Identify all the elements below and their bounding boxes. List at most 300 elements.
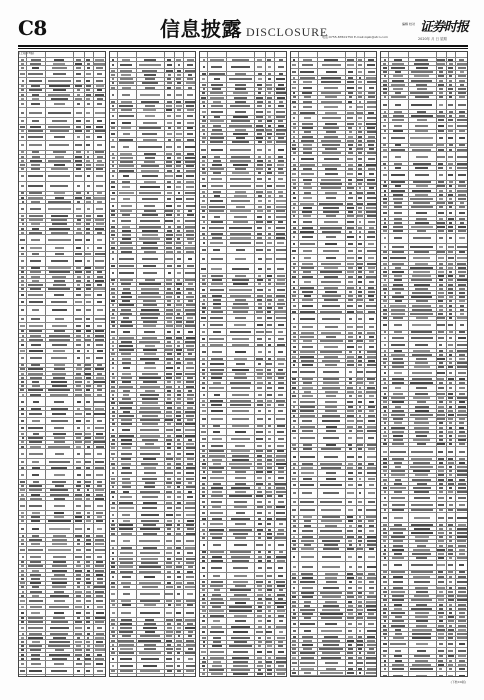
table-cell-text bbox=[449, 212, 452, 214]
table-cell-text bbox=[268, 544, 271, 546]
table-cell-text bbox=[213, 620, 220, 622]
table-cell-text bbox=[94, 413, 104, 415]
table-cell-text bbox=[201, 651, 205, 653]
table-cell-text bbox=[257, 178, 262, 180]
table-cell-text bbox=[54, 505, 65, 507]
table-cell-text bbox=[369, 318, 374, 320]
table-cell-text bbox=[358, 472, 363, 474]
table-cell-text bbox=[448, 564, 453, 566]
table-cell-text bbox=[277, 242, 284, 244]
table-cell-text bbox=[143, 272, 157, 274]
table-cell-text bbox=[29, 144, 41, 146]
table-cell-text bbox=[77, 185, 80, 187]
table-cell-text bbox=[358, 556, 361, 558]
table-cell-text bbox=[293, 456, 296, 458]
table-cell-text bbox=[140, 552, 160, 554]
table-cell-text bbox=[383, 650, 387, 652]
table-cell-text bbox=[32, 420, 40, 422]
table-cell-text bbox=[304, 257, 311, 259]
table-cell-text bbox=[293, 676, 295, 677]
table-cell-text bbox=[202, 258, 205, 260]
table-cell-text bbox=[76, 461, 81, 463]
table-cell-text bbox=[213, 249, 220, 251]
table-cell-text bbox=[302, 530, 313, 532]
table-cell-text bbox=[75, 301, 81, 303]
table-cell-text bbox=[202, 673, 205, 675]
table-cell-text bbox=[448, 125, 454, 127]
table-cell-text bbox=[302, 566, 313, 568]
table-cell-text bbox=[278, 331, 283, 333]
table-cell-text bbox=[278, 501, 284, 503]
table-cell-text bbox=[50, 185, 68, 187]
table-cell-text bbox=[276, 249, 286, 251]
masthead bbox=[18, 16, 468, 46]
table-cell-text bbox=[236, 512, 245, 514]
table-cell-text bbox=[176, 676, 181, 677]
table-cell-text bbox=[212, 438, 222, 440]
table-cell-text bbox=[214, 78, 220, 80]
table-cell-text bbox=[348, 662, 353, 664]
table-cell-text bbox=[51, 670, 67, 672]
table-cell-text bbox=[30, 357, 42, 359]
table-cell-text bbox=[366, 662, 376, 664]
table-cell-text bbox=[48, 549, 70, 551]
table-cell-text bbox=[300, 371, 315, 373]
table-cell-text bbox=[448, 104, 454, 106]
table-cell-text bbox=[278, 149, 284, 151]
table-cell-text bbox=[76, 120, 82, 122]
table-cell-text bbox=[123, 331, 130, 333]
table-cell-text bbox=[202, 363, 205, 365]
table-cell-text bbox=[76, 80, 81, 82]
table-cell-text bbox=[28, 427, 43, 429]
table-cell-text bbox=[347, 158, 353, 160]
table-cell-text bbox=[185, 272, 195, 274]
table-cell-text bbox=[458, 104, 467, 106]
table-cell-text bbox=[258, 523, 262, 525]
table-cell-text bbox=[383, 387, 387, 389]
table-cell-text bbox=[449, 497, 452, 499]
table-cell-text bbox=[347, 492, 354, 494]
table-cell-text bbox=[54, 600, 65, 602]
table-cell-text bbox=[167, 331, 171, 333]
table-cell-text bbox=[85, 461, 91, 463]
table-cell-text bbox=[394, 237, 402, 239]
table-cell-text bbox=[358, 530, 363, 532]
table-cell-text bbox=[369, 401, 374, 403]
table-cell-text bbox=[139, 540, 160, 542]
table-cell-text bbox=[144, 205, 155, 207]
table-cell-text bbox=[76, 325, 82, 327]
table-cell-text bbox=[77, 453, 81, 455]
table-cell-text bbox=[166, 658, 172, 660]
table-cell-text bbox=[85, 453, 91, 455]
table-cell-text bbox=[120, 665, 133, 667]
table-cell-text bbox=[51, 420, 68, 422]
table-cell-text bbox=[292, 371, 296, 373]
table-cell-text bbox=[97, 73, 103, 75]
table-cell-text bbox=[278, 544, 284, 546]
table-cell-text bbox=[321, 509, 340, 511]
table-cell-text bbox=[256, 111, 263, 113]
table-cell-text bbox=[413, 257, 430, 259]
table-cell-text bbox=[326, 71, 337, 73]
table-cell-text bbox=[459, 504, 464, 506]
table-cell-text bbox=[232, 338, 250, 340]
table-cell-text bbox=[358, 250, 361, 252]
table-cell-text bbox=[437, 156, 444, 158]
table-cell-text bbox=[257, 338, 262, 340]
table-cell-text bbox=[394, 517, 403, 519]
table-cell-text bbox=[268, 501, 271, 503]
table-cell-text bbox=[411, 564, 433, 566]
table-cell-text bbox=[176, 514, 181, 516]
table-cell-text bbox=[358, 623, 362, 625]
table-cell-text bbox=[21, 427, 24, 429]
table-cell-text bbox=[268, 227, 271, 229]
table-cell-text bbox=[230, 331, 251, 333]
table-cell-text bbox=[140, 94, 159, 96]
table-cell-text bbox=[258, 620, 262, 622]
table-cell-text bbox=[293, 318, 295, 320]
table-cell-text bbox=[448, 324, 453, 326]
table-cell-text bbox=[211, 268, 222, 270]
table-cell-text bbox=[186, 205, 195, 207]
table-cell-text bbox=[52, 413, 66, 415]
table-cell-text bbox=[391, 137, 406, 139]
table-cell-text bbox=[322, 566, 340, 568]
table-cell-text bbox=[138, 146, 161, 148]
table-cell-text bbox=[32, 474, 39, 476]
table-cell-text bbox=[202, 331, 205, 333]
table-cell-text bbox=[276, 111, 285, 113]
table-cell-text bbox=[234, 575, 247, 577]
table-cell-text bbox=[300, 243, 315, 245]
table-cell-text bbox=[51, 357, 67, 359]
table-cell-text bbox=[97, 144, 102, 146]
table-cell-text bbox=[176, 175, 182, 177]
table-cell-text bbox=[367, 64, 375, 66]
table-cell-text bbox=[211, 258, 223, 260]
table-cell-text bbox=[458, 650, 467, 652]
table-cell-text bbox=[29, 325, 43, 327]
table-cell-text bbox=[437, 372, 445, 374]
table-cell-text bbox=[369, 173, 374, 175]
table-cell-text bbox=[292, 64, 296, 66]
table-cell-text bbox=[324, 221, 338, 223]
table-cell-text bbox=[320, 484, 341, 486]
table-cell-text bbox=[87, 344, 90, 346]
table-cell-text bbox=[112, 220, 115, 222]
table-cell-text bbox=[302, 492, 312, 494]
table-cell-text bbox=[439, 344, 442, 346]
table-cell-text bbox=[140, 612, 160, 614]
table-cell-text bbox=[187, 496, 193, 498]
table-cell-text bbox=[75, 239, 81, 241]
table-cell-text bbox=[293, 346, 296, 348]
table-cell-text bbox=[111, 540, 115, 542]
table-cell-text bbox=[87, 528, 90, 530]
issue-date: 2020年 月 日 星期 bbox=[418, 37, 447, 41]
table-cell-text bbox=[258, 394, 263, 396]
table-cell-text bbox=[77, 357, 80, 359]
table-cell-text bbox=[176, 540, 181, 542]
table-cell-text bbox=[29, 413, 42, 415]
table-cell-text bbox=[384, 237, 387, 239]
table-cell-text bbox=[95, 427, 105, 429]
table-cell-text bbox=[97, 670, 103, 672]
table-cell-text bbox=[177, 220, 180, 222]
table-cell-text bbox=[258, 410, 261, 412]
table-cell-text bbox=[112, 576, 114, 578]
table-cell-text bbox=[322, 305, 340, 307]
table-cell-text bbox=[75, 413, 81, 415]
table-cell-text bbox=[235, 258, 246, 260]
table-cell-text bbox=[21, 247, 25, 249]
table-cell-text bbox=[348, 484, 353, 486]
table-cell-text bbox=[95, 260, 104, 262]
table-cell-text bbox=[279, 523, 283, 525]
table-cell-text bbox=[293, 221, 296, 223]
section-title-english: DISCLOSURE bbox=[246, 25, 329, 39]
table-cell-text bbox=[267, 111, 271, 113]
table-cell-text bbox=[123, 367, 130, 369]
table-cell-text bbox=[54, 103, 65, 105]
table-cell-text bbox=[325, 326, 338, 328]
table-cell-text bbox=[139, 64, 161, 66]
table-cell-text bbox=[278, 575, 283, 577]
table-cell-text bbox=[121, 472, 132, 474]
table-cell-text bbox=[277, 268, 284, 270]
table-cell-text bbox=[368, 420, 374, 422]
table-cell-text bbox=[457, 257, 468, 259]
table-cell-text bbox=[438, 212, 444, 214]
table-cell-text bbox=[300, 318, 315, 320]
table-cell-text bbox=[384, 246, 386, 248]
table-cell-text bbox=[235, 445, 245, 447]
table-cell-text bbox=[229, 78, 251, 80]
table-cell-text bbox=[293, 117, 295, 119]
table-cell-text bbox=[414, 581, 430, 583]
table-cell-text bbox=[439, 643, 443, 645]
table-cell-text bbox=[458, 337, 465, 339]
table-cell-text bbox=[256, 431, 263, 433]
table-cell-text bbox=[276, 78, 285, 80]
table-cell-text bbox=[97, 627, 102, 629]
table-column-block bbox=[18, 51, 106, 677]
table-cell-text bbox=[459, 212, 465, 214]
table-cell-text bbox=[209, 227, 224, 229]
table-cell-text bbox=[257, 289, 263, 291]
table-cell-text bbox=[268, 338, 271, 340]
table-cell-text bbox=[300, 456, 315, 458]
table-cell-text bbox=[369, 87, 374, 89]
table-cell-text bbox=[383, 137, 386, 139]
table-cell-text bbox=[202, 216, 205, 218]
table-cell-text bbox=[210, 477, 223, 479]
table-cell-text bbox=[268, 445, 271, 447]
table-cell-text bbox=[383, 324, 387, 326]
table-cell-text bbox=[48, 208, 71, 210]
table-cell-text bbox=[97, 103, 102, 105]
table-cell-text bbox=[210, 631, 224, 633]
table-cell-text bbox=[367, 250, 376, 252]
table-cell-text bbox=[212, 351, 222, 353]
table-cell-text bbox=[292, 250, 296, 252]
table-cell-text bbox=[140, 453, 160, 455]
header-rule bbox=[18, 45, 468, 47]
table-cell-text bbox=[324, 346, 337, 348]
table-cell-text bbox=[268, 78, 271, 80]
table-cell-text bbox=[457, 156, 467, 158]
table-cell-text bbox=[141, 658, 159, 660]
table-cell-text bbox=[234, 216, 248, 218]
table-cell-text bbox=[211, 501, 222, 503]
table-cell-text bbox=[111, 453, 115, 455]
table-cell-text bbox=[111, 146, 115, 148]
table-cell-text bbox=[21, 401, 24, 403]
table-cell-text bbox=[29, 301, 43, 303]
table-cell-text bbox=[203, 324, 205, 326]
table-cell-text bbox=[213, 575, 220, 577]
table-cell-text bbox=[96, 474, 104, 476]
table-cell-text bbox=[97, 453, 102, 455]
table-cell-text bbox=[76, 294, 80, 296]
table-cell-text bbox=[144, 472, 155, 474]
table-cell-text bbox=[166, 146, 172, 148]
table-cell-text bbox=[54, 427, 64, 429]
table-cell-text bbox=[202, 289, 206, 291]
table-cell-text bbox=[202, 338, 206, 340]
table-cell-text bbox=[55, 318, 64, 320]
table-cell-text bbox=[121, 453, 132, 455]
table-cell-text bbox=[368, 257, 374, 259]
table-cell-text bbox=[29, 80, 42, 82]
table-cell-text bbox=[304, 281, 310, 283]
table-cell-text bbox=[267, 575, 272, 577]
table-cell-text bbox=[167, 115, 171, 117]
table-cell-text bbox=[358, 484, 362, 486]
table-cell-text bbox=[395, 104, 402, 106]
table-cell-text bbox=[349, 566, 352, 568]
table-cell-text bbox=[210, 324, 223, 326]
table-cell-text bbox=[383, 104, 387, 106]
page-number: C8 bbox=[18, 16, 47, 40]
table-cell-text bbox=[210, 317, 223, 319]
table-cell-text bbox=[29, 670, 42, 672]
table-cell-text bbox=[28, 627, 42, 629]
table-cell-text bbox=[86, 144, 90, 146]
table-cell-text bbox=[119, 115, 134, 117]
table-cell-text bbox=[368, 71, 375, 73]
table-cell-text bbox=[210, 242, 223, 244]
table-cell-text bbox=[458, 497, 466, 499]
table-cell-text bbox=[176, 612, 181, 614]
table-cell-text bbox=[278, 66, 284, 68]
table-cell-text bbox=[367, 236, 375, 238]
table-cell-text bbox=[112, 496, 114, 498]
table-cell-text bbox=[347, 326, 353, 328]
table-cell-text bbox=[367, 676, 375, 677]
table-cell-text bbox=[31, 318, 40, 320]
table-cell-text bbox=[120, 676, 132, 677]
table-cell-text bbox=[186, 612, 194, 614]
table-cell-text bbox=[357, 106, 363, 108]
table-cell-text bbox=[383, 643, 387, 645]
table-cell-text bbox=[293, 530, 295, 532]
table-cell-text bbox=[449, 504, 453, 506]
table-cell-text bbox=[96, 185, 102, 187]
table-cell-text bbox=[278, 438, 284, 440]
table-cell-text bbox=[85, 663, 91, 665]
table-cell-text bbox=[86, 612, 90, 614]
table-cell-text bbox=[32, 309, 39, 311]
table-cell-text bbox=[21, 120, 23, 122]
table-cell-text bbox=[202, 418, 206, 420]
table-cell-text bbox=[95, 112, 105, 114]
table-cell-text bbox=[357, 420, 363, 422]
table-cell-text bbox=[202, 200, 205, 202]
table-cell-text bbox=[177, 272, 180, 274]
table-cell-text bbox=[358, 318, 362, 320]
table-cell-text bbox=[97, 301, 102, 303]
table-cell-text bbox=[391, 174, 405, 176]
table-cell-text bbox=[141, 514, 159, 516]
table-cell-text bbox=[112, 552, 114, 554]
table-cell-text bbox=[348, 250, 354, 252]
table-cell-text bbox=[267, 268, 271, 270]
table-cell-text bbox=[214, 216, 220, 218]
table-cell-text bbox=[411, 337, 433, 339]
table-cell-text bbox=[266, 363, 272, 365]
table-cell-text bbox=[21, 413, 23, 415]
table-cell-text bbox=[384, 497, 386, 499]
table-cell-text bbox=[229, 289, 251, 291]
table-cell-text bbox=[21, 112, 25, 114]
table-cell-text bbox=[323, 587, 339, 589]
table-cell-text bbox=[97, 247, 103, 249]
table-cell-text bbox=[256, 544, 263, 546]
table-cell-text bbox=[438, 257, 444, 259]
table-cell-text bbox=[268, 289, 271, 291]
table-cell-text bbox=[257, 216, 262, 218]
table-cell-text bbox=[457, 344, 467, 346]
table-cell-text bbox=[20, 670, 24, 672]
table-cell-text bbox=[111, 331, 114, 333]
table-cell-text bbox=[459, 564, 464, 566]
table-cell-text bbox=[211, 418, 223, 420]
table-cell-text bbox=[320, 501, 342, 503]
table-cell-text bbox=[21, 627, 23, 629]
table-cell-text bbox=[231, 387, 249, 389]
table-cell-text bbox=[166, 540, 172, 542]
table-cell-text bbox=[202, 111, 206, 113]
table-cell-text bbox=[358, 197, 361, 199]
table-cell-text bbox=[293, 623, 296, 625]
table-cell-text bbox=[21, 185, 24, 187]
table-cell-text bbox=[233, 673, 248, 675]
table-cell-text bbox=[54, 474, 65, 476]
table-cell-text bbox=[392, 337, 405, 339]
table-cell-text bbox=[185, 220, 194, 222]
table-cell-text bbox=[209, 387, 224, 389]
table-cell-text bbox=[77, 670, 81, 672]
table-cell-text bbox=[112, 665, 114, 667]
table-cell-text bbox=[122, 514, 130, 516]
table-cell-text bbox=[167, 198, 172, 200]
table-cell-text bbox=[49, 144, 69, 146]
table-cell-text bbox=[185, 146, 194, 148]
